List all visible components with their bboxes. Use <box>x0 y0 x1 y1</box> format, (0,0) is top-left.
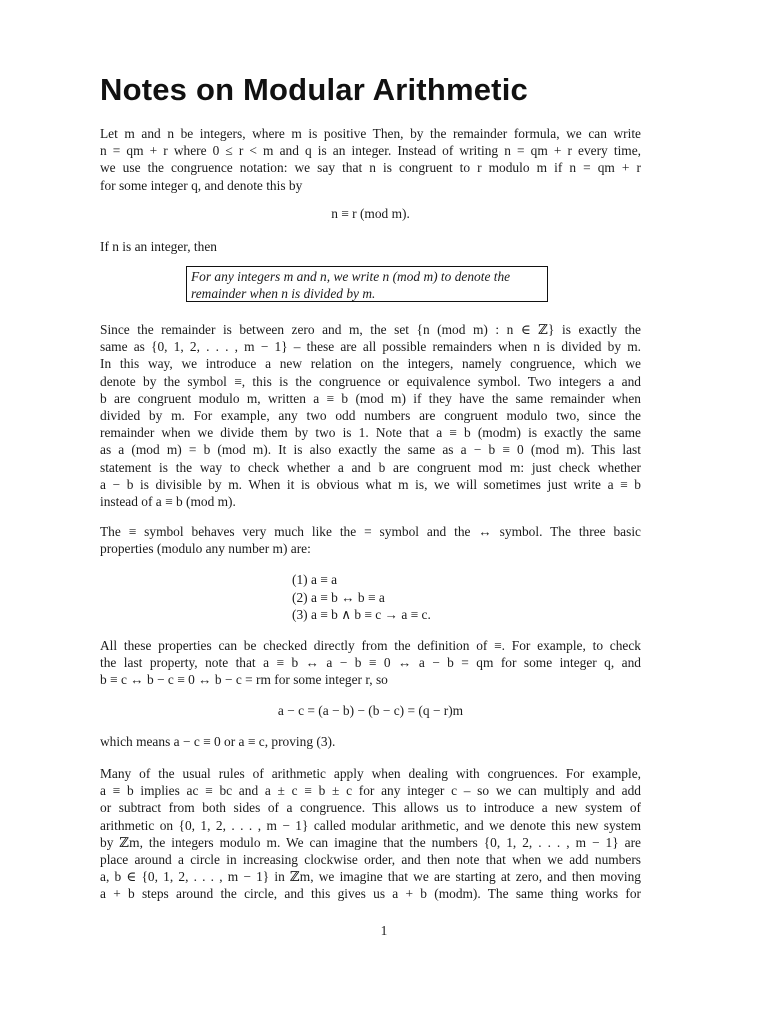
properties-list <box>292 571 431 624</box>
definition-box <box>186 266 548 302</box>
list-item: (2) a ≡ b ↔ b ≡ a <box>292 589 385 605</box>
text-line: b ≡ c ↔ b − c ≡ 0 ↔ b − c = rm for some integer r, so <box>100 672 388 688</box>
text-line: arithmetic on {0, 1, 2, . . . , m − 1} called modular arithmetic, and we denote this new system <box>100 817 641 833</box>
text-line: If n is an integer, then <box>100 239 217 254</box>
text-line: remainder when n is divided by m. <box>191 285 376 301</box>
text-line: or subtract from both sides of a congruence. This allows us to introduce a new system of <box>100 800 641 816</box>
page-title: Notes on Modular Arithmetic <box>100 72 528 107</box>
text-line: a − b is divisible by m. When it is obvious what m is, we will sometimes just write a ≡ b <box>100 476 641 492</box>
equation-difference: a − c = (a − b) − (b − c) = (q − r)m <box>277 703 464 718</box>
paragraph-modular-arithmetic <box>100 765 641 903</box>
text-line: All these properties can be checked directly from the definition of ≡. For example, to check <box>100 638 641 653</box>
text-line: properties (modulo any number m) are: <box>100 541 311 557</box>
text-line: we use the congruence notation: we say that n is congruent to r modulo m if n = qm + r <box>100 160 641 176</box>
text-line: Many of the usual rules of arithmetic apply when dealing with congruences. For example, <box>100 766 641 781</box>
text-line: n = qm + r where 0 ≤ r < m and q is an integer. Instead of writing n = qm + r every time, <box>100 143 641 159</box>
list-item: (3) a ≡ b ∧ b ≡ c → a ≡ c. <box>292 607 431 623</box>
text-line: denote by the symbol ≡, this is the congruence or equivalence symbol. Two integers a and <box>100 373 641 389</box>
text-line: which means a − c ≡ 0 or a ≡ c, proving (3). <box>100 734 336 749</box>
text-line: a + b steps around the circle, and this gives us a + b (modm). The same thing works for <box>100 886 641 902</box>
equation-congruence: n ≡ r (mod m). <box>331 206 410 221</box>
text-line: for some integer q, and denote this by <box>100 177 303 193</box>
paragraph-if-integer <box>100 238 641 255</box>
text-line: instead of a ≡ b (mod m). <box>100 494 236 510</box>
list-item: (1) a ≡ a <box>292 572 338 587</box>
text-line: the last property, note that a ≡ b ↔ a − b ≡ 0 ↔ a − b = qm for some integer q, and <box>100 655 641 671</box>
text-line: by ℤm, the integers modulo m. We can imagine that the numbers {0, 1, 2, . . . , m − 1} are <box>100 834 641 850</box>
text-line: a, b ∈ {0, 1, 2, . . . , m − 1} in ℤm, we imagine that we are starting at zero, and then moving <box>100 869 641 885</box>
text-line: b are congruent modulo m, written a ≡ b (mod m) if they have the same remainder when <box>100 390 641 406</box>
text-line: Let m and n be integers, where m is positive Then, by the remainder formula, we can write <box>100 126 641 141</box>
text-line: Since the remainder is between zero and m, the set {n (mod m) : n ∈ ℤ} is exactly the <box>100 322 641 337</box>
page-number: 1 <box>380 923 388 938</box>
text-line: a ≡ b implies ac ≡ bc and a ± c ≡ b ± c for any integer c – so we can multiply and add <box>100 783 641 799</box>
paragraph-remainder-set <box>100 321 641 510</box>
text-line: remainder when we divide them by two is 1. Note that a ≡ b (modm) is exactly the same <box>100 425 641 441</box>
paragraph-check-properties <box>100 637 641 689</box>
text-line: place around a circle in increasing clockwise order, and then note that when we add numbers <box>100 852 641 868</box>
text-line: same as {0, 1, 2, . . . , m − 1} – these are all possible remainders when n is divided by m. <box>100 339 641 355</box>
paragraph-symbol-properties <box>100 523 641 557</box>
text-line: statement is the way to check whether a and b are congruent mod m: just check whether <box>100 459 641 475</box>
text-line: For any integers m and n, we write n (mod m) to denote the <box>191 269 511 284</box>
paragraph-intro <box>100 125 641 194</box>
paragraph-proving <box>100 733 641 750</box>
text-line: The ≡ symbol behaves very much like the = symbol and the ↔ symbol. The three basic <box>100 524 641 539</box>
text-line: as a (mod m) = b (mod m). It is also exactly the same as a − b ≡ 0 (mod m). This last <box>100 442 641 458</box>
text-line: In this way, we introduce a new relation on the integers, namely congruence, which we <box>100 356 641 372</box>
text-line: divided by m. For example, any two odd numbers are congruent modulo two, since the <box>100 408 641 424</box>
